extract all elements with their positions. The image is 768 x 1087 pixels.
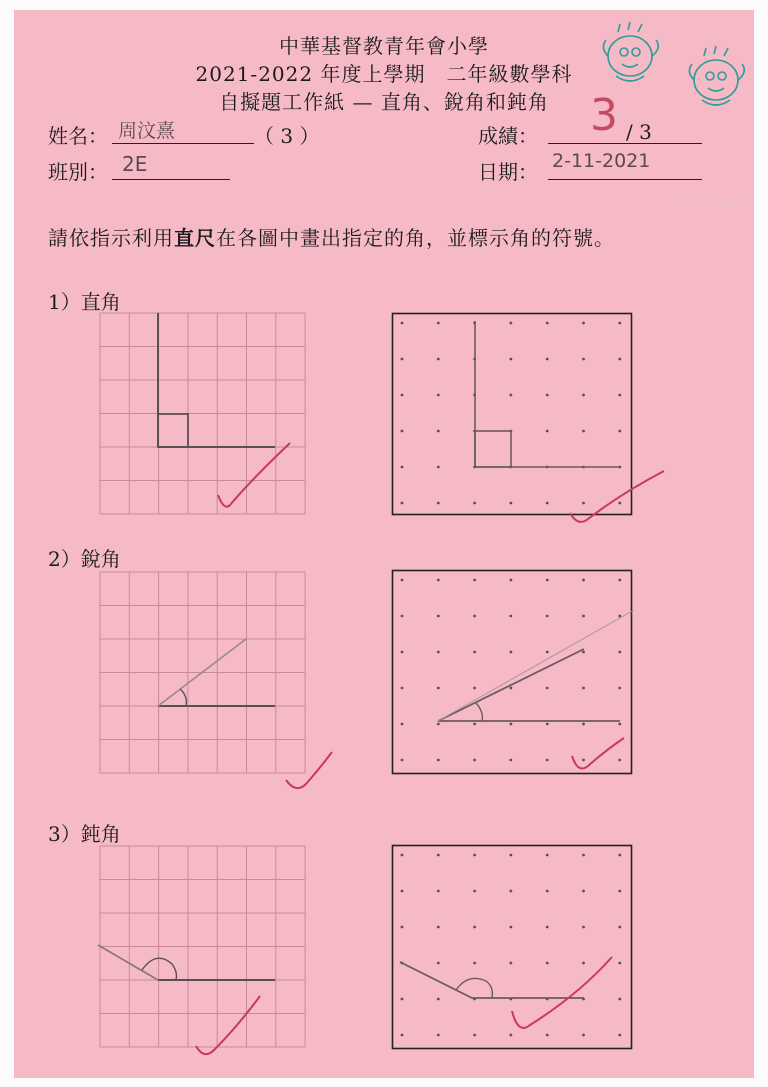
fish-sticker-icon — [682, 42, 752, 114]
worksheet-title: 自擬題工作紙 — 直角、銳角和鈍角 — [219, 90, 549, 114]
check-mark-icon — [196, 996, 260, 1054]
instruction-text: 請依指示利用直尺在各圖中畫出指定的角，並標示角的符號。 — [48, 226, 615, 250]
date-label: 日期： — [478, 160, 538, 184]
q2-square-grid — [100, 572, 310, 777]
score-handwriting: 3 — [590, 90, 618, 141]
check-mark-icon — [572, 738, 624, 768]
score-label: 成績： — [478, 124, 538, 148]
score-line[interactable] — [548, 143, 702, 144]
instruction-ruler-emphasis: 直尺 — [174, 226, 216, 250]
check-mark-icon — [218, 443, 290, 507]
q1-dot-grid — [392, 313, 632, 515]
name-handwriting: 周汶熹 — [118, 120, 176, 142]
class-handwriting: 2E — [122, 152, 148, 176]
class-line[interactable] — [112, 179, 230, 180]
check-mark-icon — [512, 957, 612, 1028]
date-handwriting: 2-11-2021 — [552, 150, 651, 172]
date-line[interactable] — [548, 179, 702, 180]
class-label: 班別： — [48, 160, 108, 184]
fish-sticker-icon — [596, 18, 666, 90]
question-1-label: 1）直角 — [48, 290, 121, 314]
q3-dot-grid — [392, 845, 632, 1049]
question-3-label: 3）鈍角 — [48, 822, 121, 846]
q3-square-grid — [100, 846, 310, 1051]
term-subject: 2021-2022 年度上學期 二年級數學科 — [195, 62, 573, 86]
score-total: / 3 — [626, 120, 652, 144]
question-2-label: 2）銳角 — [48, 547, 121, 571]
date-stamp: - 3 NOV 2021 — [665, 194, 740, 211]
class-number: （ 3 ） — [254, 124, 320, 148]
name-line[interactable] — [112, 143, 254, 144]
q1-square-grid — [100, 313, 310, 518]
name-label: 姓名： — [48, 124, 108, 148]
q2-dot-grid — [392, 570, 632, 774]
school-name: 中華基督教青年會小學 — [279, 34, 489, 58]
